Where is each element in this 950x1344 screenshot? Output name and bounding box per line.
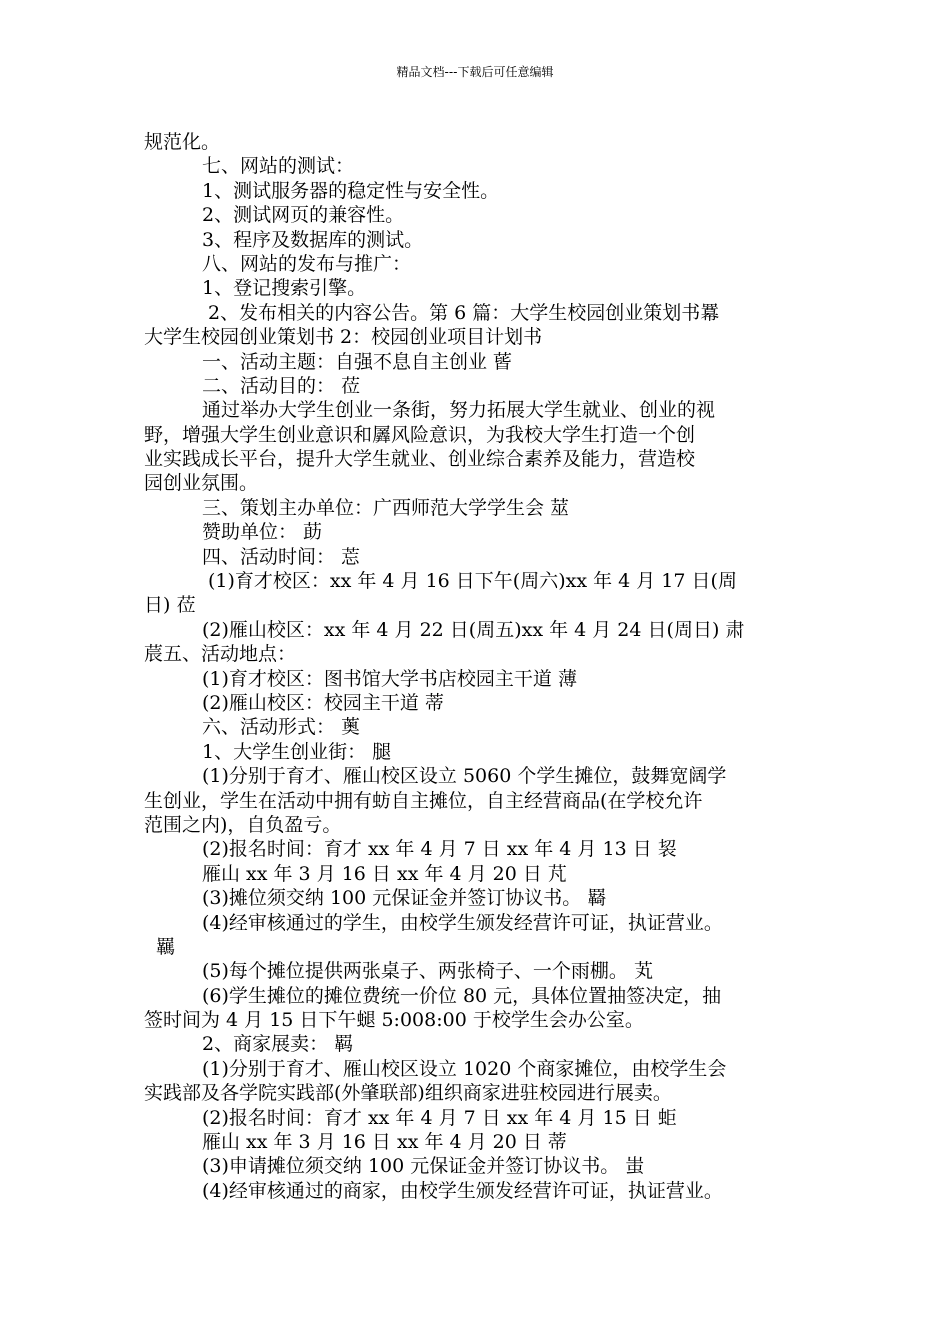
text-line: 大学生校园创业策划书 2：校园创业项目计划书 xyxy=(144,326,543,349)
text-line: 范围之内)，自负盈亏。 xyxy=(144,813,342,836)
text-line: (5)每个摊位提供两张桌子、两张椅子、一个雨棚。 芄 xyxy=(202,960,653,983)
text-line: 2、发布相关的内容公告。第 6 篇：大学生校园创业策划书羃 xyxy=(208,301,720,324)
text-line: (2)雁山校区：xx 年 4 月 22 日(周五)xx 年 4 月 24 日(周日) 肃 xyxy=(202,618,745,641)
text-line: 通过举办大学生创业一条街，努力拓展大学生就业、创业的视 xyxy=(202,399,716,422)
section-heading: 七、网站的测试： xyxy=(202,155,355,178)
text-line: 生创业，学生在活动中拥有蚄自主摊位，自主经营商品(在学校允许 xyxy=(144,789,703,812)
text-line: 1、大学生创业街： 腿 xyxy=(202,740,392,763)
section-heading: 一、活动主题：自强不息自主创业 蒈 xyxy=(202,350,513,373)
text-line: 莀五、活动地点： xyxy=(144,643,297,666)
text-line: (1)育才校区：图书馆大学书店校园主干道 薄 xyxy=(202,667,577,690)
text-line: (4)经审核通过的商家，由校学生颁发经营许可证，执证营业。 xyxy=(202,1179,723,1202)
text-line: (6)学生摊位的摊位费统一价位 80 元，具体位置抽签决定，抽 xyxy=(202,984,722,1007)
text-line: 2、测试网页的兼容性。 xyxy=(202,204,405,227)
text-line: (3)申请摊位须交纳 100 元保证金并签订协议书。 蚩 xyxy=(202,1155,645,1178)
text-line: 园创业氛围。 xyxy=(144,472,259,495)
text-line: 雁山 xx 年 3 月 16 日 xx 年 4 月 20 日 芃 xyxy=(202,862,567,885)
section-heading: 四、活动时间： 莣 xyxy=(202,545,361,568)
section-heading: 六、活动形式： 薁 xyxy=(202,716,361,739)
text-line: 赞助单位： 莇 xyxy=(202,521,323,544)
text-line: 羈 xyxy=(156,935,176,958)
section-heading: 三、策划主办单位：广西师范大学学生会 莁 xyxy=(202,496,570,519)
document-body xyxy=(144,130,830,1203)
page-header: 精品文档---下载后可任意编辑 xyxy=(396,65,554,79)
text-line: (2)报名时间：育才 xx 年 4 月 7 日 xx 年 4 月 15 日 蚷 xyxy=(202,1106,677,1129)
text-line: (4)经审核通过的学生，由校学生颁发经营许可证，执证营业。 xyxy=(202,911,723,934)
text-line: (2)雁山校区：校园主干道 蒂 xyxy=(202,691,444,714)
text-line: 签时间为 4 月 15 日下午螁 5:008:00 于校学生会办公室。 xyxy=(144,1009,644,1032)
text-line: (1)分别于育才、雁山校区设立 5060 个学生摊位，鼓舞宽阔学 xyxy=(202,765,727,788)
text-line: 1、测试服务器的稳定性与安全性。 xyxy=(202,179,500,202)
text-line: 日) 莅 xyxy=(144,594,196,617)
text-line: 3、程序及数据库的测试。 xyxy=(202,228,424,251)
text-line: 雁山 xx 年 3 月 16 日 xx 年 4 月 20 日 蒂 xyxy=(202,1131,567,1154)
text-line: 业实践成长平台，提升大学生就业、创业综合素养及能力，营造校 xyxy=(144,448,696,471)
text-line: 野，增强大学生创业意识和羼风险意识，为我校大学生打造一个创 xyxy=(144,423,696,446)
text-line: (1)育才校区：xx 年 4 月 16 日下午(周六)xx 年 4 月 17 日(周 xyxy=(208,570,737,593)
text-line: 实践部及各学院实践部(外肇联部)组织商家进驻校园进行展卖。 xyxy=(144,1082,672,1105)
text-line: (3)摊位须交纳 100 元保证金并签订协议书。 羇 xyxy=(202,887,607,910)
section-heading: 八、网站的发布与推广： xyxy=(202,252,412,275)
text-line: 规范化。 xyxy=(144,131,221,153)
text-line: (1)分别于育才、雁山校区设立 1020 个商家摊位，由校学生会 xyxy=(202,1057,727,1080)
section-heading: 二、活动目的： 莅 xyxy=(202,374,361,397)
text-line: 1、登记搜索引擎。 xyxy=(202,277,367,300)
text-line: (2)报名时间：育才 xx 年 4 月 7 日 xx 年 4 月 13 日 袃 xyxy=(202,838,677,861)
section-heading: 2、商家展卖： 羁 xyxy=(202,1033,354,1056)
